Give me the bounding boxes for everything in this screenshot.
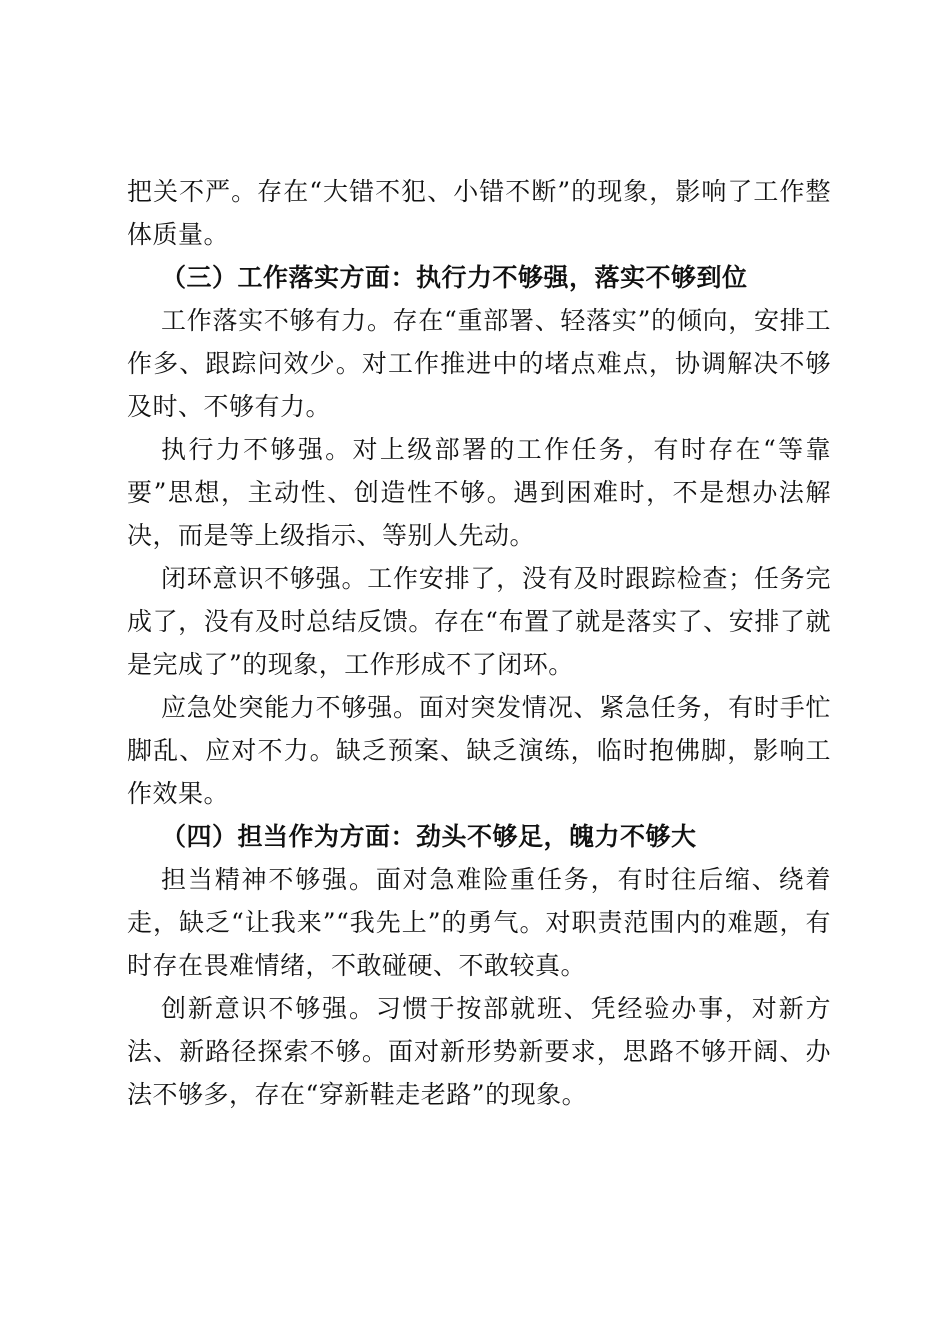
paragraph: 应急处突能力不够强。面对突发情况、紧急任务，有时手忙脚乱、应对不力。缺乏预案、缺乏演练，临时抱佛脚，影响工作效果。 <box>127 693 831 808</box>
paragraph: 执行力不够强。对上级部署的工作任务，有时存在“等靠要”思想，主动性、创造性不够。遇到困难时，不是想办法解决，而是等上级指示、等别人先动。 <box>127 435 831 550</box>
paragraph: 闭环意识不够强。工作安排了，没有及时跟踪检查；任务完成了，没有及时总结反馈。存在“布置了就是落实了、安排了就是完成了”的现象，工作形成不了闭环。 <box>127 564 831 679</box>
paragraph: 把关不严。存在“大错不犯、小错不断”的现象，影响了工作整体质量。 <box>127 177 831 249</box>
section-heading-4: （四）担当作为方面：劲头不够足，魄力不够大 <box>161 822 697 851</box>
document-body <box>127 170 831 1116</box>
paragraph: 工作落实不够有力。存在“重部署、轻落实”的倾向，安排工作多、跟踪问效少。对工作推进中的堵点难点，协调解决不够及时、不够有力。 <box>127 306 831 421</box>
paragraph: 担当精神不够强。面对急难险重任务，有时往后缩、绕着走，缺乏“让我来”“我先上”的勇气。对职责范围内的难题，有时存在畏难情绪，不敢碰硬、不敢较真。 <box>127 865 831 980</box>
paragraph: 创新意识不够强。习惯于按部就班、凭经验办事，对新方法、新路径探索不够。面对新形势新要求，思路不够开阔、办法不够多，存在“穿新鞋走老路”的现象。 <box>127 994 831 1109</box>
section-heading-3: （三）工作落实方面：执行力不够强，落实不够到位 <box>161 263 748 292</box>
